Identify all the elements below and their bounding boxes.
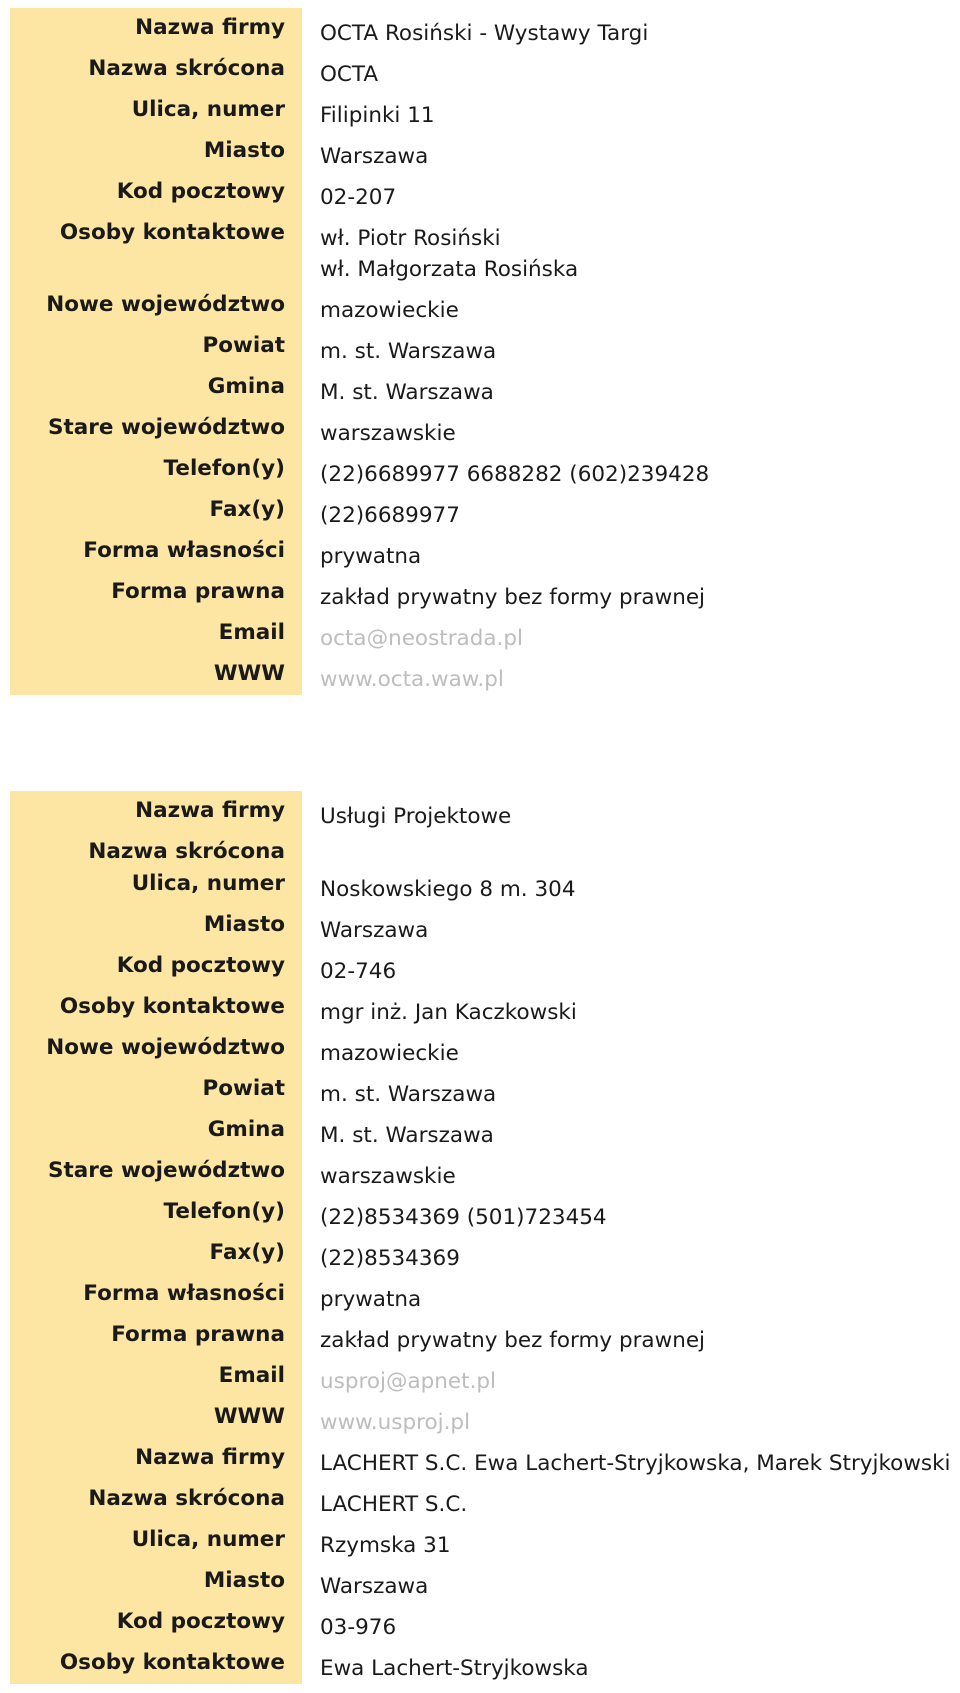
field-value (302, 1110, 960, 1151)
field-row-forma-prawna (10, 572, 960, 613)
www-link[interactable] (302, 1397, 960, 1438)
field-value-line: (22)6689977 6688282 (602)239428 (320, 462, 710, 487)
field-value (302, 449, 960, 490)
field-value-line: 03-976 (320, 1615, 397, 1640)
field-row-nazwa-firmy (10, 791, 960, 832)
field-label: Forma prawna (10, 572, 302, 613)
field-value-line: prywatna (320, 1287, 422, 1312)
field-value (302, 367, 960, 408)
field-label: Powiat (10, 326, 302, 367)
field-row-www (10, 654, 960, 695)
field-value-line[interactable]: www.octa.waw.pl (320, 667, 504, 692)
field-value-line: 02-207 (320, 185, 397, 210)
field-value-line: Noskowskiego 8 m. 304 (320, 877, 576, 902)
field-label: Powiat (10, 1069, 302, 1110)
field-row-forma-prawna (10, 1315, 960, 1356)
field-label: Forma własności (10, 1274, 302, 1315)
field-value-line: OCTA (320, 62, 379, 87)
field-label: Osoby kontaktowe (10, 987, 302, 1028)
field-label: Forma prawna (10, 1315, 302, 1356)
field-label: Fax(y) (10, 490, 302, 531)
field-value-line: wł. Małgorzata Rosińska (320, 257, 579, 282)
field-value-line: warszawskie (320, 421, 456, 446)
field-label: Nazwa firmy (10, 8, 302, 49)
field-row-osoby-kontaktowe (10, 213, 960, 285)
field-row-nowe-wojewodztwo (10, 1028, 960, 1069)
field-row-fax-y (10, 490, 960, 531)
field-label: Nowe województwo (10, 285, 302, 326)
field-value (302, 285, 960, 326)
field-row-osoby-kontaktowe (10, 987, 960, 1028)
field-row-stare-wojewodztwo (10, 1151, 960, 1192)
field-row-fax-y (10, 1233, 960, 1274)
field-label: Kod pocztowy (10, 946, 302, 987)
field-value (302, 905, 960, 946)
field-value-line: OCTA Rosiński - Wystawy Targi (320, 21, 649, 46)
field-row-stare-wojewodztwo (10, 408, 960, 449)
field-value-line: warszawskie (320, 1164, 456, 1189)
field-row-nowe-wojewodztwo (10, 285, 960, 326)
field-value (302, 832, 960, 842)
field-value-line: prywatna (320, 544, 422, 569)
field-value (302, 1233, 960, 1274)
field-value (302, 946, 960, 987)
field-row-email (10, 1356, 960, 1397)
field-value-line: Ewa Lachert-Stryjkowska (320, 1656, 589, 1681)
field-value-line: m. st. Warszawa (320, 339, 497, 364)
field-value (302, 1069, 960, 1110)
field-label: Nazwa skrócona (10, 49, 302, 90)
field-value-line: Warszawa (320, 918, 429, 943)
field-value (302, 213, 960, 285)
field-value-line: LACHERT S.C. Ewa Lachert-Stryjkowska, Marek Stryjkowski (320, 1451, 951, 1476)
field-value-line: mgr inż. Jan Kaczkowski (320, 1000, 577, 1025)
field-value-line: M. st. Warszawa (320, 380, 494, 405)
field-label: Gmina (10, 367, 302, 408)
field-value (302, 1520, 960, 1561)
field-row-nazwa-firmy (10, 1438, 960, 1479)
field-row-powiat (10, 326, 960, 367)
field-label: Fax(y) (10, 1233, 302, 1274)
field-row-www (10, 1397, 960, 1438)
field-row-nazwa-skrocona (10, 832, 960, 864)
field-value-line[interactable]: www.usproj.pl (320, 1410, 471, 1435)
field-value (302, 1438, 960, 1479)
field-value (302, 1561, 960, 1602)
field-value (302, 1315, 960, 1356)
field-row-nazwa-skrocona (10, 1479, 960, 1520)
field-label: Kod pocztowy (10, 1602, 302, 1643)
field-row-forma-wlasnosci (10, 1274, 960, 1315)
field-label: Osoby kontaktowe (10, 1643, 302, 1684)
field-value-line: zakład prywatny bez formy prawnej (320, 585, 706, 610)
field-value (302, 1643, 960, 1684)
field-label: Telefon(y) (10, 1192, 302, 1233)
field-value (302, 791, 960, 832)
field-value (302, 1151, 960, 1192)
field-value (302, 490, 960, 531)
field-label: Nazwa skrócona (10, 1479, 302, 1520)
field-value-line: Usługi Projektowe (320, 804, 512, 829)
field-value (302, 1602, 960, 1643)
field-value (302, 572, 960, 613)
field-value (302, 8, 960, 49)
field-value-line: LACHERT S.C. (320, 1492, 468, 1517)
field-label: Kod pocztowy (10, 172, 302, 213)
field-label: Gmina (10, 1110, 302, 1151)
field-row-kod-pocztowy (10, 946, 960, 987)
field-row-nazwa-firmy (10, 8, 960, 49)
field-row-osoby-kontaktowe (10, 1643, 960, 1684)
field-label: Nazwa skrócona (10, 832, 302, 864)
field-row-miasto (10, 905, 960, 946)
field-label: Stare województwo (10, 1151, 302, 1192)
field-value (302, 1028, 960, 1069)
field-value (302, 864, 960, 905)
field-row-gmina (10, 1110, 960, 1151)
field-value-line: m. st. Warszawa (320, 1082, 497, 1107)
field-label: Email (10, 1356, 302, 1397)
field-label: WWW (10, 654, 302, 695)
field-value-line: mazowieckie (320, 298, 459, 323)
field-value-line[interactable]: usproj@apnet.pl (320, 1369, 497, 1394)
field-value (302, 1192, 960, 1233)
field-value-line[interactable]: octa@neostrada.pl (320, 626, 524, 651)
field-value-line: Filipinki 11 (320, 103, 435, 128)
field-row-kod-pocztowy (10, 1602, 960, 1643)
field-label: Nazwa firmy (10, 1438, 302, 1479)
field-value-line: Rzymska 31 (320, 1533, 451, 1558)
field-row-forma-wlasnosci (10, 531, 960, 572)
field-row-miasto (10, 1561, 960, 1602)
field-label: Forma własności (10, 531, 302, 572)
field-row-gmina (10, 367, 960, 408)
field-value-line: Warszawa (320, 144, 429, 169)
field-row-telefon-y (10, 1192, 960, 1233)
field-row-nazwa-skrocona (10, 49, 960, 90)
field-value (302, 531, 960, 572)
field-row-telefon-y (10, 449, 960, 490)
field-value (302, 1479, 960, 1520)
field-row-ulica-numer (10, 90, 960, 131)
field-label: Ulica, numer (10, 1520, 302, 1561)
field-label: Miasto (10, 131, 302, 172)
field-value (302, 131, 960, 172)
field-value (302, 1274, 960, 1315)
field-label: Ulica, numer (10, 864, 302, 905)
field-value (302, 408, 960, 449)
field-value-line: 02-746 (320, 959, 397, 984)
field-row-ulica-numer (10, 864, 960, 905)
email-link[interactable] (302, 613, 960, 654)
field-label: Miasto (10, 905, 302, 946)
field-label: Nazwa firmy (10, 791, 302, 832)
field-label: Miasto (10, 1561, 302, 1602)
field-value (302, 987, 960, 1028)
field-value-line: Warszawa (320, 1574, 429, 1599)
field-label: Email (10, 613, 302, 654)
field-value-line: (22)6689977 (320, 503, 460, 528)
field-row-email (10, 613, 960, 654)
field-label: Stare województwo (10, 408, 302, 449)
field-value-line: (22)8534369 (501)723454 (320, 1205, 607, 1230)
field-row-powiat (10, 1069, 960, 1110)
email-link[interactable] (302, 1356, 960, 1397)
field-value-line: wł. Piotr Rosiński (320, 226, 501, 251)
field-label: Osoby kontaktowe (10, 213, 302, 285)
field-row-miasto (10, 131, 960, 172)
field-label: WWW (10, 1397, 302, 1438)
field-label: Nowe województwo (10, 1028, 302, 1069)
field-value-line: M. st. Warszawa (320, 1123, 494, 1148)
field-label: Ulica, numer (10, 90, 302, 131)
field-value (302, 326, 960, 367)
field-label: Telefon(y) (10, 449, 302, 490)
field-row-kod-pocztowy (10, 172, 960, 213)
field-value-line: mazowieckie (320, 1041, 459, 1066)
field-value (302, 172, 960, 213)
field-value (302, 90, 960, 131)
field-value (302, 49, 960, 90)
company-record-1 (10, 8, 960, 695)
field-value-line: zakład prywatny bez formy prawnej (320, 1328, 706, 1353)
field-row-ulica-numer (10, 1520, 960, 1561)
company-record-2 (10, 791, 960, 1684)
www-link[interactable] (302, 654, 960, 695)
field-value-line: (22)8534369 (320, 1246, 460, 1271)
